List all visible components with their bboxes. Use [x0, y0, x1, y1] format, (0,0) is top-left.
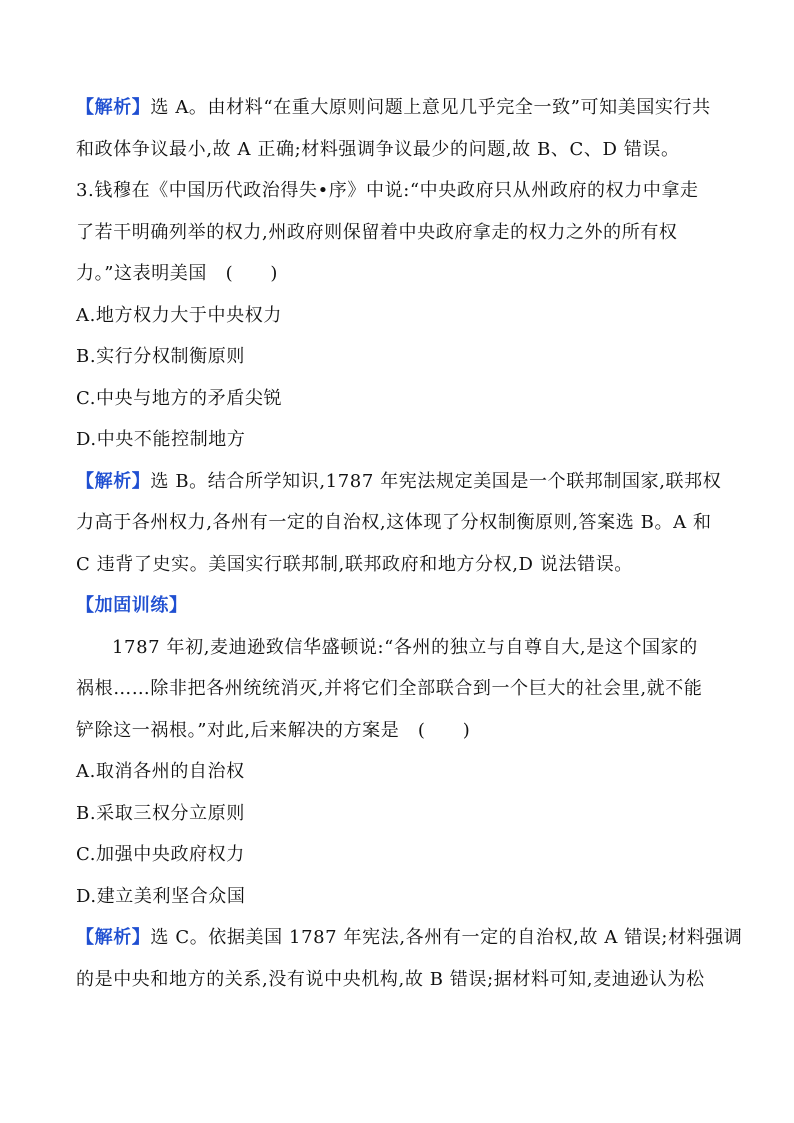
q2-analysis-line-1 — [76, 96, 720, 120]
reinforce-analysis-line-2: 的是中央和地方的关系,没有说中央机构,故 B 错误;据材料可知,麦迪逊认为松 — [76, 968, 705, 990]
reinforce-stem-line-2: 祸根……除非把各州统统消灭,并将它们全部联合到一个巨大的社会里,就不能 — [76, 678, 703, 699]
q3-analysis-line-1 — [76, 470, 720, 494]
reinforce-tag: 【加固训练】 — [76, 595, 188, 616]
q2-analysis-line-2: 和政体争议最小,故 A 正确;材料强调争议最少的问题,故 B、C、D 错误。 — [76, 138, 680, 160]
q3-stem-line-2: 了若干明确列举的权力,州政府则保留着中央政府拿走的权力之外的所有权 — [76, 221, 678, 243]
reinforce-stem-line-3: 铲除这一祸根。”对此,后来解决的方案是 ( ) — [76, 719, 471, 741]
reinforce-option-a: A.取消各州的自治权 — [76, 761, 245, 782]
analysis-tag: 【解析】 — [76, 470, 151, 492]
reinforce-option-c: C.加强中央政府权力 — [76, 844, 245, 865]
q3-option-c: C.中央与地方的矛盾尖锐 — [76, 387, 283, 409]
q3-analysis-line-2: 力高于各州权力,各州有一定的自治权,这体现了分权制衡原则,答案选 B。A 和 — [76, 512, 712, 533]
reinforce-option-d: D.建立美利坚合众国 — [76, 885, 246, 907]
analysis-text: 选 C。依据美国 1787 年宪法,各州有一定的自治权,故 A 错误;材料强调 — [150, 927, 743, 948]
q3-analysis-line-3: C 违背了史实。美国实行联邦制,联邦政府和地方分权,D 说法错误。 — [76, 553, 633, 575]
reinforce-heading — [76, 594, 720, 618]
q3-stem-line-3: 力。”这表明美国 ( ) — [76, 263, 279, 284]
reinforce-option-b: B.采取三权分立原则 — [76, 802, 245, 824]
analysis-tag: 【解析】 — [76, 97, 151, 118]
q3-stem-line-1: 3.钱穆在《中国历代政治得失•序》中说:“中央政府只从州政府的权力中拿走 — [76, 180, 699, 201]
reinforce-stem-line-1: 1787 年初,麦迪逊致信华盛顿说:“各州的独立与自尊自大,是这个国家的 — [112, 636, 698, 658]
q3-option-b: B.实行分权制衡原则 — [76, 346, 245, 367]
analysis-text: 选 A。由材料“在重大原则问题上意见几乎完全一致”可知美国实行共 — [150, 97, 711, 118]
analysis-text: 选 B。结合所学知识,1787 年宪法规定美国是一个联邦制国家,联邦权 — [150, 470, 722, 492]
q3-option-a: A.地方权力大于中央权力 — [76, 304, 282, 326]
q3-option-d: D.中央不能控制地方 — [76, 429, 246, 450]
analysis-tag: 【解析】 — [76, 927, 151, 948]
reinforce-analysis-line-1 — [76, 926, 743, 950]
document-page — [76, 96, 743, 1009]
